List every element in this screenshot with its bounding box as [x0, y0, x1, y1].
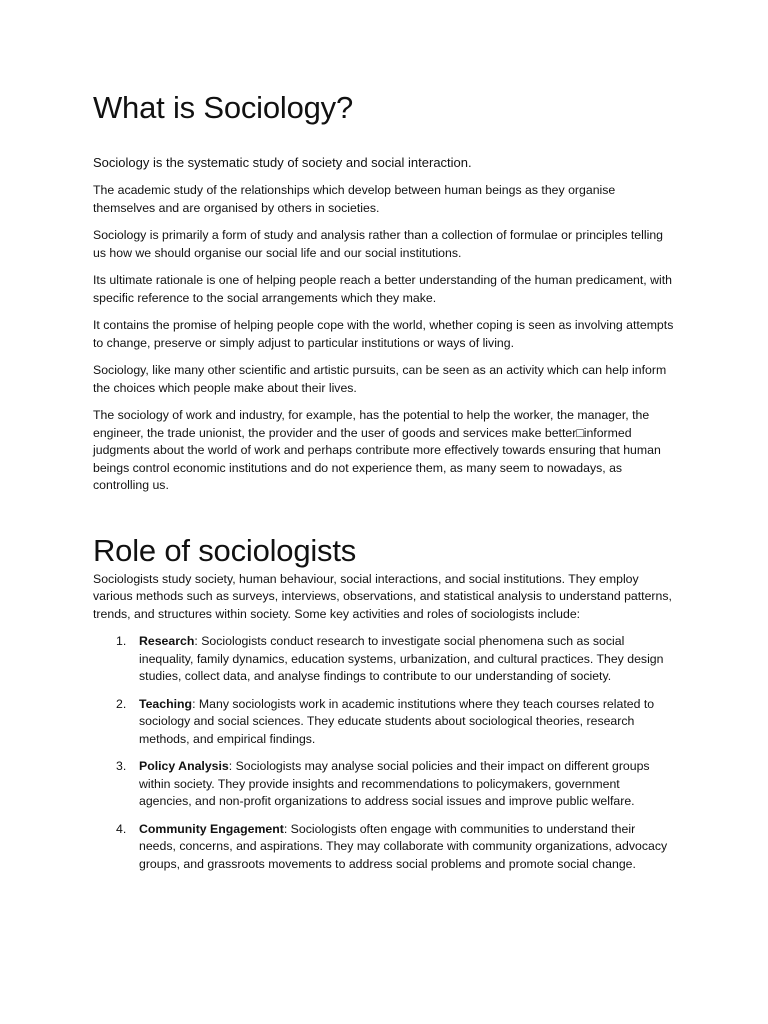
lead-paragraph: Sociology is the systematic study of society and social interaction.: [93, 155, 472, 170]
list-term: Teaching: [139, 696, 193, 711]
body-paragraph: Its ultimate rationale is one of helping people reach a better understanding of the human predicament, with specific reference to the social arrangements which they make.: [93, 273, 672, 305]
document-page: [93, 88, 675, 883]
list-item: [93, 633, 675, 686]
list-term: Policy Analysis: [139, 759, 229, 773]
list-item: [93, 696, 675, 749]
list-text: : Many sociologists work in academic institutions where they teach courses related to sociology and social sciences. They educate students about sociological theories, research methods, and empirical findings.: [139, 696, 655, 746]
list-number: 1.: [116, 634, 127, 648]
list-number: 3.: [116, 759, 127, 773]
list-term: Research: [139, 634, 195, 648]
roles-list: [93, 633, 675, 873]
list-term: Community Engagement: [139, 821, 284, 836]
intro-paragraph: Sociologists study society, human behaviour, social interactions, and social institutions. They employ various methods such as surveys, interviews, observations, and statistical analysis to understand patterns, trends, and structures within society. Some key activities and roles of sociologists include:: [93, 571, 672, 621]
list-number: 4.: [116, 821, 127, 836]
body-paragraph: Sociology, like many other scientific and artistic pursuits, can be seen as an activity which can help inform the choices which people make about their lives.: [93, 363, 667, 395]
body-paragraph: The sociology of work and industry, for example, has the potential to help the worker, the manager, the engineer, the trade unionist, the provider and the user of goods and services make better□informed judgments about the world of work and perhaps contribute more effectively towards ensuring that human beings control economic institutions and do not experience them, as many seem to nowadays, as controlling us.: [93, 408, 661, 492]
body-paragraph: Sociology is primarily a form of study and analysis rather than a collection of formulae or principles telling us how we should organise our social life and our social institutions.: [93, 228, 664, 260]
list-text: : Sociologists often engage with communities to understand their needs, concerns, and aspirations. They may collaborate with community organizations, advocacy groups, and grassroots movements to address social problems and promote social change.: [139, 821, 668, 871]
list-text: : Sociologists may analyse social policies and their impact on different groups within society. They provide insights and recommendations to policymakers, government agencies, and non-profit organizations to address social issues and improve public welfare.: [139, 759, 650, 808]
list-item: [93, 758, 675, 811]
body-paragraph: It contains the promise of helping people cope with the world, whether coping is seen as involving attempts to change, preserve or simply adjust to particular institutions or ways of living.: [93, 318, 674, 350]
body-paragraph: The academic study of the relationships which develop between human beings as they organise themselves and are organised by others in societies.: [93, 183, 616, 215]
section-title-role-of-sociologists: Role of sociologists: [93, 532, 357, 568]
list-text: : Sociologists conduct research to investigate social phenomena such as social inequality, family dynamics, education systems, urbanization, and cultural practices. They design studies, collect data, and analyse findings to contribute to our understanding of society.: [139, 634, 664, 683]
list-item: [93, 821, 675, 874]
section-title-what-is-sociology: What is Sociology?: [93, 90, 354, 125]
list-number: 2.: [116, 696, 127, 711]
